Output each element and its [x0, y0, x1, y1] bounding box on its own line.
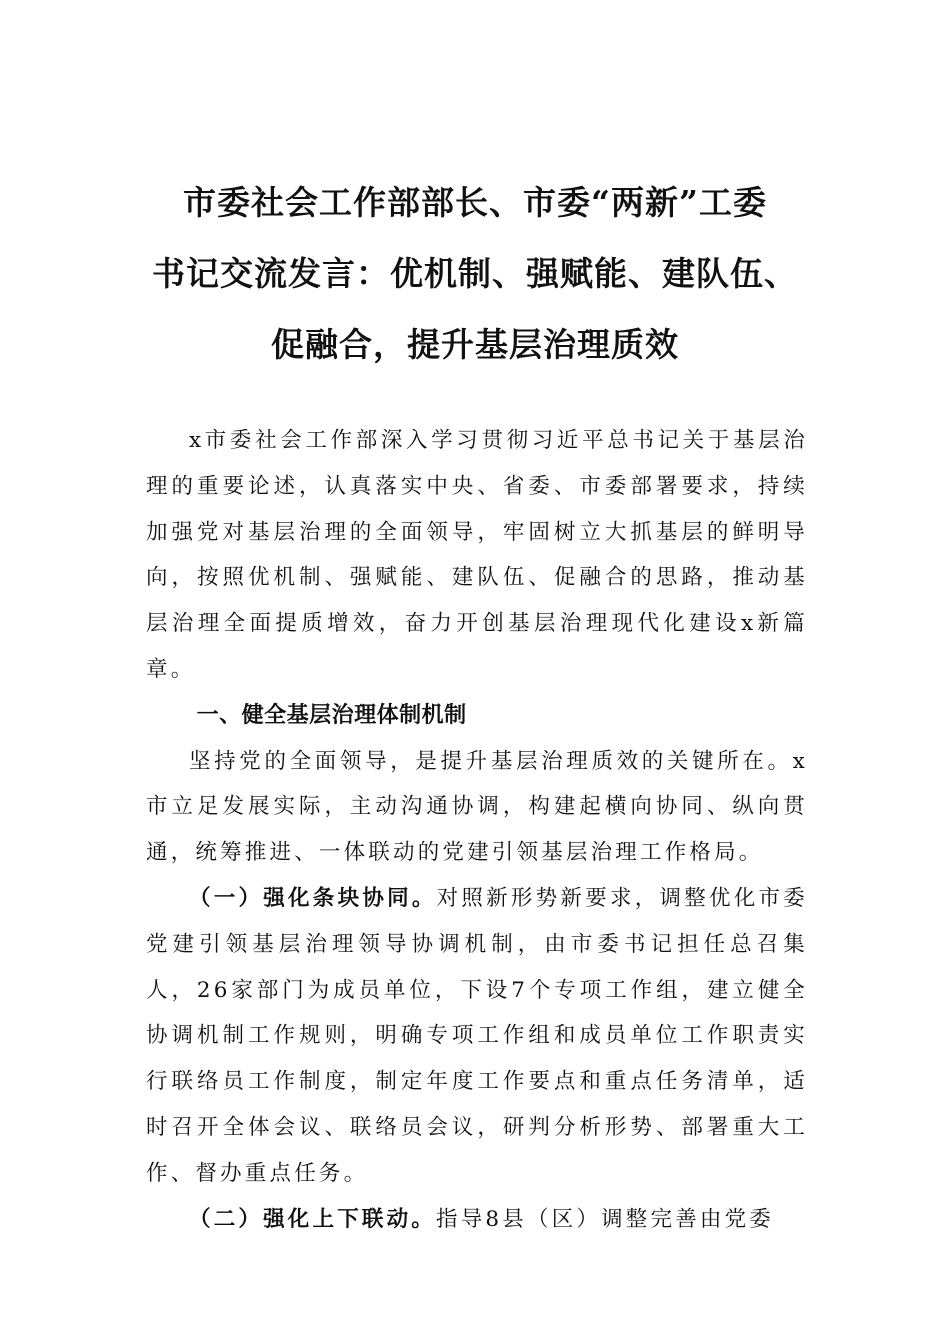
item-1-text: 对照新形势新要求，调整优化市委党建引领基层治理领导协调机制，由市委书记担任总召集人，26家部门为成员单位，下设7个专项工作组，建立健全协调机制工作规则，明确专项工作组和成员单位工作职责实行联络员工作制度，制定年度工作要点和重点任务清单，适时召开全体会议、联络员会议，研判分析形势、部署重大工作、督办重点任务。 — [146, 885, 808, 1186]
item-1-paragraph — [146, 876, 808, 1197]
document-title — [130, 167, 820, 380]
item-2-text: 指导8县（区）调整完善由党委 — [436, 1206, 774, 1232]
title-line-3: 促融合，提升基层治理质效 — [271, 325, 679, 364]
section-1-paragraph: 坚持党的全面领导，是提升基层治理质效的关键所在。x市立足发展实际，主动沟通协调，构建起横向协同、纵向贯通，统筹推进、一体联动的党建引领基层治理工作格局。 — [146, 748, 808, 866]
section-1-heading: 一、健全基层治理体制机制 — [196, 702, 467, 728]
document-body — [146, 418, 808, 1242]
intro-paragraph: x市委社会工作部深入学习贯彻习近平总书记关于基层治理的重要论述，认真落实中央、省委、市委部署要求，持续加强党对基层治理的全面领导，牢固树立大抓基层的鲜明导向，按照优机制、强赋能、建队伍、促融合的思路，推动基层治理全面提质增效，奋力开创基层治理现代化建设x新篇章。 — [146, 428, 808, 682]
title-line-2: 书记交流发言：优机制、强赋能、建队伍、 — [152, 254, 798, 293]
title-line-1: 市委社会工作部部长、市委“两新”工委 — [183, 183, 767, 222]
item-2-paragraph — [146, 1197, 808, 1243]
item-2-lead: （二）强化上下联动。 — [189, 1206, 437, 1232]
item-1-lead: （一）强化条块协同。 — [189, 885, 437, 911]
